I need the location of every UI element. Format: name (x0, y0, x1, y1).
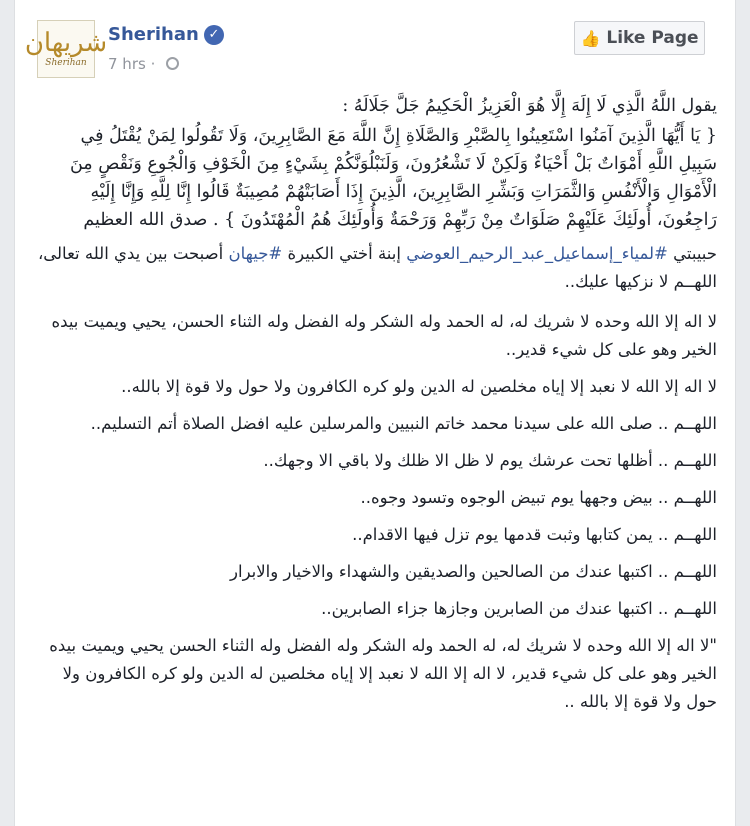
tribute-after: أصبحت بين يدي الله تعالى، اللهــم لا نزكيها عليك.. (37, 244, 717, 291)
prayer-paragraph: اللهــم .. يمن كتابها وثبت قدمها يوم تزل فيها الاقدام.. (352, 525, 717, 544)
verified-badge-icon: ✓ (204, 25, 224, 45)
post-meta (108, 55, 179, 73)
prayer-paragraph: لا اله إلا الله لا نعبد إلا إياه مخلصين له الدين ولو كره الكافرون ولا حول ولا قوة إلا بالله.. (121, 377, 717, 396)
post-timestamp[interactable]: 7 hrs (108, 55, 146, 73)
prayer-paragraph: "لا اله إلا الله وحده لا شريك له، له الحمد وله الشكر وله الفضل وله الثناء الحسن يحيي ويميت بيده الخير وهو على كل شيء قدير، لا اله إلا الله لا نعبد إلا إياه مخلصين له الدين ولو كره الكافرون ولا حول ولا قوة إلا بالله .. (49, 636, 717, 711)
meta-separator: · (150, 55, 156, 73)
avatar-logo-glyph: شريهان (24, 28, 108, 58)
facebook-post-card (14, 0, 736, 826)
prayer-paragraph: اللهــم .. أظلها تحت عرشك يوم لا ظل الا ظلك ولا باقي الا وجهك.. (263, 451, 717, 470)
prayer-paragraph: اللهــم .. اكتبها عندك من الصابرين وجازها جزاء الصابرين.. (321, 599, 717, 618)
page-avatar[interactable] (24, 20, 108, 78)
avatar-logo-text: Sherihan (45, 58, 87, 68)
tribute-middle: إبنة أختي الكبيرة (282, 244, 407, 263)
tribute-paragraph (37, 240, 717, 296)
post-body (37, 92, 717, 716)
like-page-label: Like Page (606, 28, 699, 48)
quran-verse: { يَا أَيُّهَا الَّذِينَ آمَنُوا اسْتَعِينُوا بِالصَّبْرِ وَالصَّلَاةِ إِنَّ اللَّهَ مَعَ الصَّابِرِينَ، وَلَا تَقُولُوا لِمَنْ يُقْتَلُ فِي سَبِيلِ اللَّهِ أَمْوَاتٌ بَلْ أَحْيَاءٌ وَلَكِنْ لَا تَشْعُرُونَ، وَلَنَبْلُوَنَّكُمْ بِشَيْءٍ مِنَ الْخَوْفِ وَالْجُوعِ وَنَقْصٍ مِنَ الْأَمْوَالِ وَالْأَنْفُسِ وَالثَّمَرَاتِ وَبَشِّرِ الصَّابِرِينَ، الَّذِينَ إِذَا أَصَابَتْهُمْ مُصِيبَةٌ قَالُوا إِنَّا لِلَّهِ وَإِنَّا إِلَيْهِ رَاجِعُونَ، أُولَئِكَ عَلَيْهِمْ صَلَوَاتٌ مِنْ رَبِّهِمْ وَرَحْمَةٌ وَأُولَئِكَ هُمُ الْمُهْتَدُونَ } . صدق الله العظيم (69, 126, 717, 230)
tribute-before: حبيبتي (667, 244, 717, 263)
hashtag-link[interactable]: #جيهان (228, 244, 283, 263)
post-header (15, 0, 735, 84)
prayer-paragraph: لا اله إلا الله وحده لا شريك له، له الحمد وله الشكر وله الفضل وله الثناء الحسن، يحيي ويميت بيده الخير وهو على كل شيء قدير.. (51, 312, 717, 359)
hashtag-link[interactable]: #لمياء_إسماعيل_عبد_الرحيم_العوضي (406, 244, 668, 263)
prayer-paragraph: اللهــم .. اكتبها عندك من الصالحين والصديقين والشهداء والاخيار والابرار (230, 562, 717, 581)
post-intro: يقول اللَّهُ الَّذِي لَا إِلَهَ إِلَّا هُوَ الْعَزِيزُ الْحَكِيمُ جَلَّ جَلَالَهُ : (342, 96, 717, 116)
prayer-paragraph: اللهــم .. صلى الله على سيدنا محمد خاتم النبيين والمرسلين عليه افضل الصلاة أتم التسليم.. (90, 414, 717, 433)
globe-icon (166, 57, 179, 70)
thumbs-up-icon: 👍 (580, 28, 601, 48)
like-page-button[interactable] (574, 21, 705, 55)
prayer-paragraph: اللهــم .. بيض وجهها يوم تبيض الوجوه وتسود وجوه.. (360, 488, 717, 507)
page-name-link[interactable]: Sherihan (108, 24, 199, 45)
